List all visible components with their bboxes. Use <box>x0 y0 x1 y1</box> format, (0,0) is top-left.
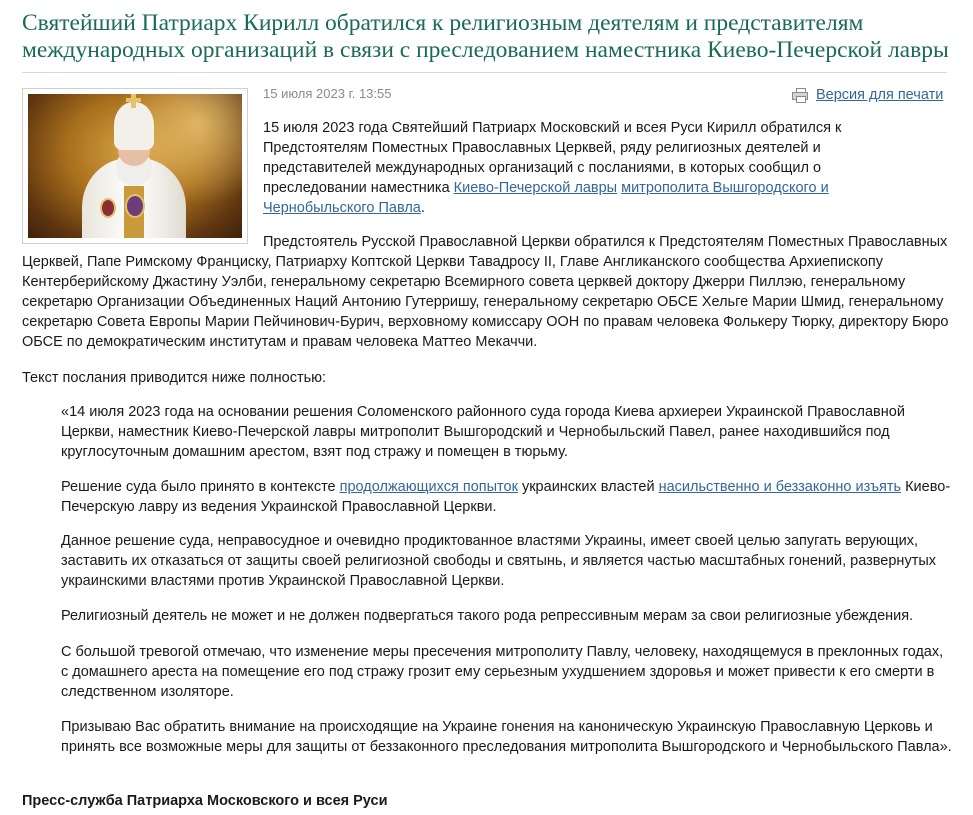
quote-paragraph-4: Религиозный деятель не может и не должен подвергаться такого рода репрессивным мерам за свои религиозные убеждения. <box>61 608 914 624</box>
ongoing-attempts-link[interactable]: продолжающихся попыток <box>339 479 518 495</box>
seize-lavra-link[interactable]: насильственно и беззаконно изъять <box>658 479 902 495</box>
paragraph-text: 15 июля 2023 года Святейший Патриарх Московский и всея Руси Кирилл обратился к Предстоятелям Поместных Православных Церквей, ряду религиозных деятелей и представителей международных организаций с посланиями, в которых сообщил о преследовании наместника <box>263 120 842 196</box>
paragraph-recipients: Предстоятель Русской Православной Церкви обратился к Предстоятелям Поместных Православных Церквей, Папе Римскому Франциску, Патриарху Коптской Церкви Тавадросу II, Главе Англиканского сообщества Архиепископу Кентерберийскому Джастину Уэлби, генеральному секретарю Всемирного совета церквей доктору Джерри Пиллэю, генеральному секретарю Организации Объединенных Наций Антонию Гутерришу, генеральному секретарю ОБСЕ Хельге Марии Шмид, генеральному секретарю Совета Европы Марии Пейчинович-Бурич, верховному комиссару ООН по правам человека Фолькеру Тюрку, директору Бюро ОБСЕ по демократическим институтам и правам человека Маттео Мекаччи. <box>22 234 949 350</box>
paragraph-text: Решение суда было принято в контексте <box>61 479 340 495</box>
article-date: 15 июля 2023 г. 13:55 <box>263 86 392 101</box>
article-title: Святейший Патриарх Кирилл обратился к религиозным деятелям и представителям международных организаций в связи с преследованием наместника Киево-Печерской лавры <box>22 10 949 63</box>
paragraph-message-intro: Текст послания приводится ниже полностью: <box>22 370 327 386</box>
quote-paragraph-1: «14 июля 2023 года на основании решения Соломенского районного суда города Киева архиереи Украинской Православной Церкви, наместник Киево-Печерской лавры митрополит Вышгородский и Чернобыльский Павел, ранее находившийся под круглосуточным домашним арестом, взят под стражу и помещен в тюрьму. <box>61 404 905 460</box>
print-version-label: Версия для печати <box>816 87 944 103</box>
quote-paragraph-6: Призываю Вас обратить внимание на происходящие на Украине гонения на каноническую Украинскую Православную Церковь и принять все возможные меры для защиты от беззаконного преследования митрополита Вышгородского и Чернобыльского Павла». <box>61 719 952 755</box>
paragraph-intro <box>263 118 923 218</box>
quote-paragraph-2 <box>61 477 953 517</box>
quote-paragraph-3: Данное решение суда, неправосудное и очевидно продиктованное властями Украины, имеет своей целью запугать верующих, заставить их отказаться от защиты своей религиозной свободы и святынь, и является частью масштабных гонений, развернутых украинскими властями против Украинской Православной Церкви. <box>61 533 937 589</box>
title-divider <box>22 72 947 73</box>
article-photo <box>22 88 248 244</box>
quote-paragraph-5: С большой тревогой отмечаю, что изменение меры пресечения митрополиту Павлу, человеку, находящемуся в преклонных годах, с домашнего ареста на помещение его под стражу грозит ему серьезным ухудшением здоровья и может привести к его смерти в следственном изоляторе. <box>61 644 944 700</box>
paragraph-text: Киево-Печерскую лавру из ведения Украинской Православной Церкви. <box>61 479 951 515</box>
paragraph-text: . <box>420 200 425 216</box>
printer-icon <box>792 88 808 102</box>
patriarch-photo <box>28 94 242 238</box>
lavra-link[interactable]: Киево-Печерской лавры <box>453 180 618 196</box>
press-service-signature: Пресс-служба Патриарха Московского и всея Руси <box>22 793 388 809</box>
metropolitan-pavel-link[interactable]: митрополита Вышгородского и Чернобыльского Павла <box>263 180 829 216</box>
paragraph-text: украинских властей <box>517 479 659 495</box>
print-version-link[interactable] <box>792 87 943 103</box>
